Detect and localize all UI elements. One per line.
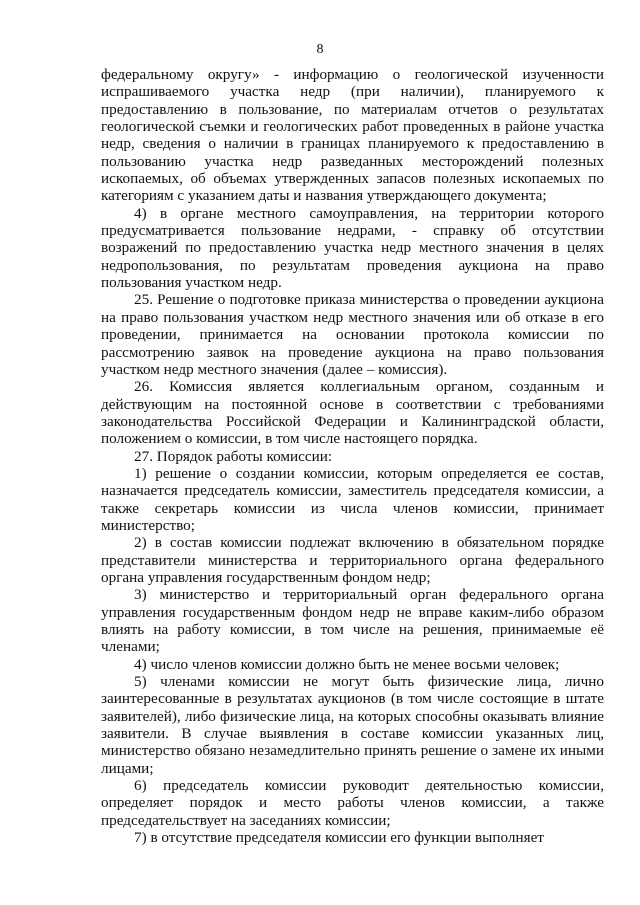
paragraph-27-item-7: 7) в отсутствие председателя комиссии его функции выполняет: [134, 829, 544, 847]
paragraph-continuation: федеральному округу» - информацию о геологической изученности испрашиваемого участка недр (при наличии), планируемого к предоставлению в пользование, по материалам отчетов о результатах геологической съемки и геологических работ проведенных в районе участка недр, сведения о наличии в границах планируемого к предоставлению в пользованию участка недр разведанных месторождений полезных ископаемых, об объемах утвержденных запасов полезных ископаемых по категориям с указанием даты и названия утверждающего документа;: [101, 66, 604, 205]
paragraph-25: 25. Решение о подготовке приказа министерства о проведении аукциона на право пользования участком недр местного значения или об отказе в его проведении, принимается на основании протокола комиссии по рассмотрению заявок на проведение аукциона на право пользования участком недр местного значения (далее – комиссия).: [101, 291, 604, 378]
paragraph-27-item-3: 3) министерство и территориальный орган федерального органа управления государственным фондом недр не вправе каким-либо образом влиять на работу комиссии, в том числе на решения, принимаемые её членами;: [101, 586, 604, 656]
paragraph-item-4: 4) в органе местного самоуправления, на территории которого предусматривается пользование недрами, - справку об отсутствии возражений по предоставлению участка недр местного значения в целях недропользования, по результатам проведения аукциона на право пользования участком недр.: [101, 204, 604, 292]
document-body: [101, 66, 604, 846]
page-number: 8: [316, 42, 324, 57]
paragraph-27: 27. Порядок работы комиссии:: [134, 447, 333, 465]
paragraph-26: 26. Комиссия является коллегиальным органом, созданным и действующим на постоянной основе в соответствии с требованиями законодательства Российской Федерации и Калининградской области, положением о комиссии, в том числе настоящего порядка.: [101, 378, 604, 448]
paragraph-27-item-6: 6) председатель комиссии руководит деятельностью комиссии, определяет порядок и место работы членов комиссии, а также председательствует на заседаниях комиссии;: [101, 777, 604, 829]
paragraph-27-item-4: 4) число членов комиссии должно быть не менее восьми человек;: [134, 655, 560, 673]
paragraph-27-item-5: 5) членами комиссии не могут быть физические лица, лично заинтересованные в результатах аукционов (в том числе состоящие в штате заявителей), либо физические лица, на которых способны оказывать влияние заявители. В случае выявления в составе комиссии указанных лиц, министерство обязано незамедлительно принять решение о замене их иными лицами;: [101, 673, 604, 777]
paragraph-27-item-2: 2) в состав комиссии подлежат включению в обязательном порядке представители министерства и территориального органа федерального органа управления государственным фондом недр;: [101, 534, 604, 586]
paragraph-27-item-1: 1) решение о создании комиссии, которым определяется ее состав, назначается председатель комиссии, заместитель председателя комиссии, а также секретарь комиссии из числа членов комиссии, принимает министерство;: [101, 464, 604, 534]
